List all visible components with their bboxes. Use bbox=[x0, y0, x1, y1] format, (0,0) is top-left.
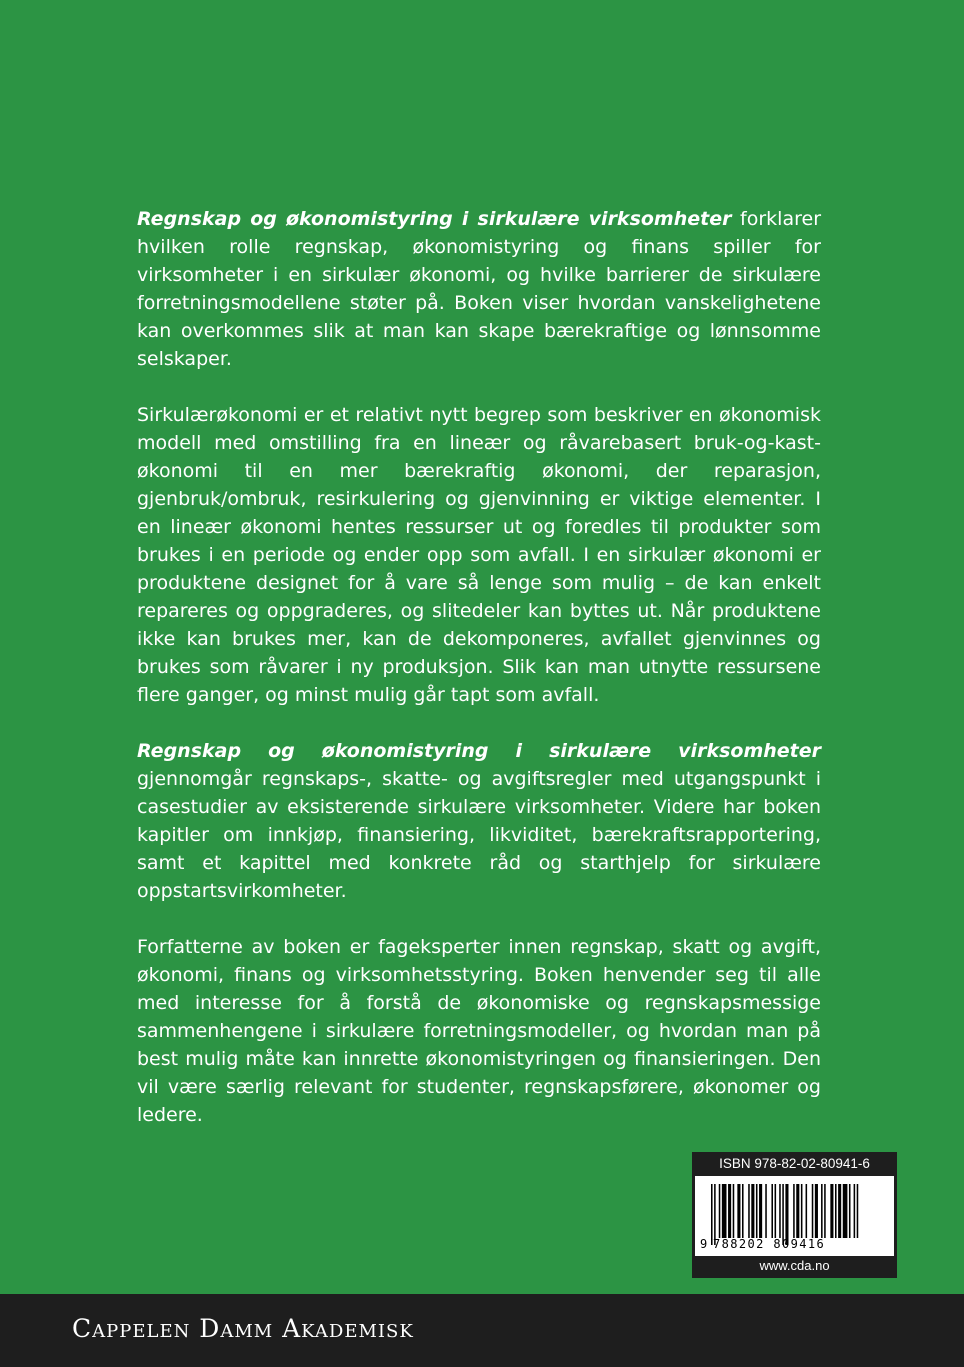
barcode-bar bbox=[857, 1184, 859, 1238]
barcode-lead-digit: 9 bbox=[700, 1237, 708, 1251]
blurb-paragraph-3-text: gjennomgår regnskaps-, skatte- og avgiftsregler med utgangspunkt i casestudier av eksisterende sirkulære virksomheter. Videre har boken kapitler om innkjøp, finansiering, likviditet, bærekraftsrapportering, samt et kapittel med konkrete råd og starthjelp for sirkulære oppstartsvirkomheter. bbox=[137, 768, 821, 902]
barcode-bar bbox=[815, 1184, 818, 1238]
blurb-paragraph-3 bbox=[137, 737, 821, 905]
barcode-bar bbox=[748, 1184, 750, 1238]
barcode-bar bbox=[830, 1184, 833, 1238]
book-title-inline: Regnskap og økonomistyring i sirkulære virksomheter bbox=[137, 740, 821, 762]
barcode-bar bbox=[854, 1184, 856, 1238]
barcode-bar bbox=[821, 1184, 823, 1238]
book-title-inline: Regnskap og økonomistyring i sirkulære virksomheter bbox=[137, 208, 732, 230]
blurb-paragraph-1-text: forklarer hvilken rolle regnskap, økonomistyring og finans spiller for virksomheter i en sirkulær økonomi, og hvilke barrierer de sirkulære forretningsmodellene støter på. Boken viser hvordan vanskelighetene kan overkommes slik at man kan skape bærekraftige og lønnsomme selskaper. bbox=[137, 208, 822, 370]
barcode-bar bbox=[779, 1184, 781, 1238]
barcode-bar bbox=[843, 1184, 848, 1238]
website-url: www.cda.no bbox=[759, 1258, 830, 1273]
barcode-bar bbox=[796, 1184, 799, 1238]
barcode-bar bbox=[849, 1184, 851, 1238]
barcode-bar bbox=[733, 1184, 735, 1238]
barcode-bar bbox=[812, 1184, 814, 1238]
barcode-bar bbox=[765, 1184, 767, 1238]
isbn-box bbox=[692, 1152, 897, 1278]
blurb-paragraph-1 bbox=[137, 205, 821, 373]
barcode-bar bbox=[719, 1184, 721, 1238]
barcode-bar bbox=[771, 1184, 773, 1238]
barcode-bar bbox=[785, 1184, 788, 1245]
barcode-digits: 788202 809416 bbox=[713, 1237, 826, 1251]
blurb-paragraph-2: Sirkulærøkonomi er et relativt nytt begrep som beskriver en økonomisk modell med omstilling fra en lineær og råvarebasert bruk-og-kast-økonomi til en mer bærekraftig økonomi, der reparasjon, gjenbruk/ombruk, resirkulering og gjenvinning er viktige elementer. I en lineær økonomi hentes ressurser ut og foredles til produkter som brukes i en periode og ender opp som avfall. I en sirkulær økonomi er produktene designet for å vare så lenge som mulig – de kan enkelt repareres og oppgraderes, og slitedeler kan byttes ut. Når produktene ikke kan brukes mer, kan de dekomponeres, avfallet gjenvinnes og brukes som råvarer i ny produksjon. Slik kan man utnytte ressursene flere ganger, og minst mulig går tapt som avfall. bbox=[137, 404, 821, 706]
blurb-paragraph-4: Forfatterne av boken er fageksperter innen regnskap, skatt og avgift, økonomi, finans og virksomhetsstyring. Boken henvender seg til alle med interesse for å forstå de økonomiske og regnskapsmessige sammenhengene i sirkulære forretningsmodeller, og hvordan man på best mulig måte kan innrette økonomistyringen og finansieringen. Den vil være særlig relevant for studenter, regnskapsførere, økonomer og ledere. bbox=[137, 936, 821, 1126]
barcode-bar bbox=[806, 1184, 808, 1238]
barcode-bar bbox=[737, 1184, 740, 1238]
barcode-bar bbox=[711, 1184, 713, 1245]
publisher-band bbox=[0, 1294, 964, 1367]
barcode-bar bbox=[801, 1184, 803, 1238]
barcode-bar bbox=[838, 1184, 841, 1238]
publisher-logo: Cappelen Damm Akademisk bbox=[72, 1314, 414, 1343]
barcode-bar bbox=[728, 1184, 731, 1238]
barcode-bar bbox=[756, 1184, 758, 1238]
barcode-bar bbox=[714, 1184, 716, 1245]
barcode bbox=[695, 1176, 894, 1256]
blurb-text bbox=[137, 205, 821, 1157]
barcode-bar bbox=[824, 1184, 826, 1238]
barcode-bar bbox=[751, 1184, 754, 1238]
barcode-bar bbox=[793, 1184, 795, 1238]
barcode-bar bbox=[742, 1184, 744, 1238]
barcode-bar bbox=[722, 1184, 727, 1238]
barcode-bar bbox=[759, 1184, 762, 1238]
barcode-bar bbox=[835, 1184, 837, 1238]
barcode-bar bbox=[775, 1184, 777, 1238]
isbn-number: ISBN 978-82-02-80941-6 bbox=[719, 1156, 870, 1171]
barcode-bar bbox=[782, 1184, 784, 1245]
